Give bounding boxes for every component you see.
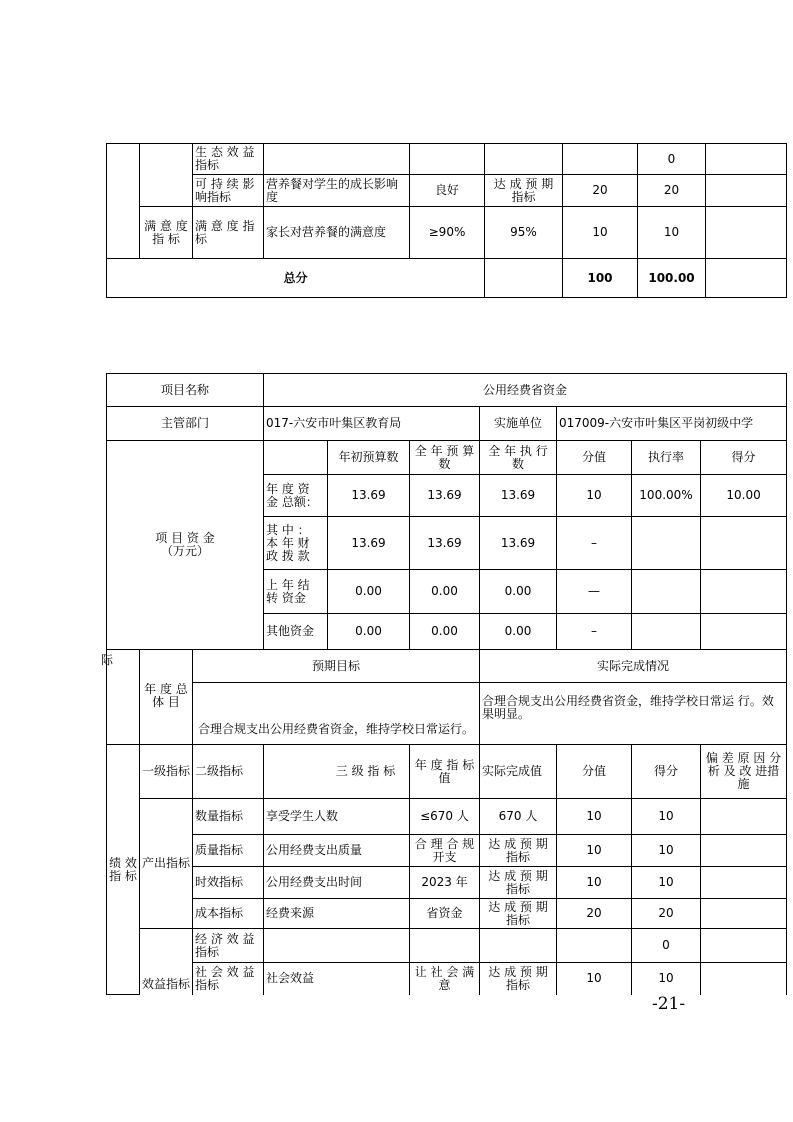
actual-label: 实际完成情况 bbox=[480, 650, 787, 683]
project-name: 公用经费省资金 bbox=[264, 374, 787, 407]
deviation-note bbox=[701, 867, 787, 899]
fund-v3: 13.69 bbox=[480, 517, 557, 570]
actual-value: 达 成 预 期 指标 bbox=[480, 963, 557, 995]
blank-cell bbox=[140, 144, 193, 207]
goal-side-cell bbox=[101, 650, 140, 745]
level1-indicator: 满 意 度 指 标 bbox=[140, 207, 193, 259]
got-value: 10 bbox=[632, 963, 701, 995]
expected-text: 合理合规支出公用经费省资金，维持学校日常运行。 bbox=[193, 683, 480, 745]
ind-header: 得分 bbox=[632, 745, 701, 799]
fund-v2: 0.00 bbox=[410, 614, 480, 650]
fund-row-label: 其他资金 bbox=[264, 614, 328, 650]
indicator-row bbox=[107, 835, 787, 867]
fund-score: – bbox=[557, 517, 632, 570]
target-value: 省资金 bbox=[410, 899, 480, 929]
got-value: 10 bbox=[632, 835, 701, 867]
total-row bbox=[107, 259, 787, 298]
goal-content-row bbox=[107, 683, 787, 745]
actual-value: 达 成 预 期 指标 bbox=[480, 899, 557, 929]
blank-cell bbox=[264, 441, 328, 475]
table-row bbox=[107, 207, 787, 259]
ind-header: 二级指标 bbox=[193, 745, 264, 799]
deviation-note bbox=[701, 929, 787, 963]
total-got: 100.00 bbox=[638, 259, 706, 298]
goal-header-row bbox=[107, 650, 787, 683]
target-value bbox=[410, 929, 480, 963]
impl-label: 实施单位 bbox=[480, 407, 557, 441]
indicator-row bbox=[107, 899, 787, 929]
level3-indicator: 家长对营养餐的满意度 bbox=[264, 207, 410, 259]
score-value bbox=[563, 144, 638, 175]
level3-indicator bbox=[264, 144, 410, 175]
level2-indicator: 可 持 续 影 响指标 bbox=[193, 175, 264, 207]
fund-got bbox=[701, 517, 787, 570]
score-value: 10 bbox=[563, 207, 638, 259]
fund-score: 10 bbox=[557, 475, 632, 517]
got-value: 20 bbox=[638, 175, 706, 207]
benefit-label: 效益指标 bbox=[140, 929, 193, 995]
table-row bbox=[107, 144, 787, 175]
fund-score: – bbox=[557, 614, 632, 650]
project-funds-table bbox=[101, 373, 787, 995]
level3-indicator: 公用经费支出质量 bbox=[264, 835, 410, 867]
level2-indicator: 时效指标 bbox=[193, 867, 264, 899]
deviation-note bbox=[701, 963, 787, 995]
fund-v3: 13.69 bbox=[480, 475, 557, 517]
score-value: 20 bbox=[563, 175, 638, 207]
total-label: 总分 bbox=[107, 259, 485, 298]
got-value: 0 bbox=[632, 929, 701, 963]
expected-label: 预期目标 bbox=[193, 650, 480, 683]
got-value: 20 bbox=[632, 899, 701, 929]
goal-label: 年 度 总 体 目 bbox=[140, 683, 193, 745]
fund-row-label: 上 年 结 转 资金 bbox=[264, 570, 328, 614]
fund-header: 全 年 预 算 数 bbox=[410, 441, 480, 475]
level3-indicator: 公用经费支出时间 bbox=[264, 867, 410, 899]
level3-indicator: 营养餐对学生的成长影响度 bbox=[264, 175, 410, 207]
table-row bbox=[107, 175, 787, 207]
impl-value: 017009-六安市叶集区平岗初级中学 bbox=[557, 407, 787, 441]
fund-rate: 100.00% bbox=[632, 475, 701, 517]
score-value: 10 bbox=[557, 835, 632, 867]
target-value bbox=[410, 144, 485, 175]
ind-header: 实际完成值 bbox=[480, 745, 557, 799]
fund-v1: 13.69 bbox=[328, 517, 410, 570]
project-name-label: 项目名称 bbox=[107, 374, 264, 407]
deviation-note bbox=[701, 835, 787, 867]
fund-score: — bbox=[557, 570, 632, 614]
actual-value bbox=[480, 929, 557, 963]
fund-v1: 0.00 bbox=[328, 614, 410, 650]
fund-header: 全 年 执 行 数 bbox=[480, 441, 557, 475]
fund-row-label: 其 中 ： 本 年 财 政 拨 款 bbox=[264, 517, 328, 570]
level3-indicator: 享受学生人数 bbox=[264, 799, 410, 835]
score-value: 10 bbox=[557, 799, 632, 835]
fund-rate bbox=[632, 614, 701, 650]
fund-got bbox=[701, 614, 787, 650]
indicator-row bbox=[107, 867, 787, 899]
fund-header: 得分 bbox=[701, 441, 787, 475]
score-value: 10 bbox=[557, 963, 632, 995]
fund-label: 项 目 资 金 （万元） bbox=[107, 441, 264, 650]
ind-header: 年 度 指 标 值 bbox=[410, 745, 480, 799]
fund-got: 10.00 bbox=[701, 475, 787, 517]
score-value: 20 bbox=[557, 899, 632, 929]
page-number: -21- bbox=[652, 994, 686, 1014]
ind-header: 分值 bbox=[557, 745, 632, 799]
score-value bbox=[557, 929, 632, 963]
fund-got bbox=[701, 570, 787, 614]
actual-value: 95% bbox=[485, 207, 563, 259]
project-name-row bbox=[107, 374, 787, 407]
dept-label: 主管部门 bbox=[107, 407, 264, 441]
actual-value: 670 人 bbox=[480, 799, 557, 835]
deviation-note bbox=[706, 207, 787, 259]
actual-value: 达 成 预 期 指标 bbox=[480, 867, 557, 899]
fund-header: 年初预算数 bbox=[328, 441, 410, 475]
target-value: 2023 年 bbox=[410, 867, 480, 899]
output-label: 产出指标 bbox=[140, 799, 193, 929]
blank-cell bbox=[140, 650, 193, 683]
level3-indicator: 经费来源 bbox=[264, 899, 410, 929]
fund-v3: 0.00 bbox=[480, 614, 557, 650]
level2-indicator: 满 意 度 指 标 bbox=[193, 207, 264, 259]
actual-text: 合理合规支出公用经费省资金，维持学校日常运 行。效果明显。 bbox=[480, 683, 787, 745]
got-value: 10 bbox=[632, 799, 701, 835]
deviation-note bbox=[701, 899, 787, 929]
actual-value: 达 成 预 期 指标 bbox=[485, 175, 563, 207]
got-value: 10 bbox=[638, 207, 706, 259]
score-value: 10 bbox=[557, 867, 632, 899]
fund-v2: 13.69 bbox=[410, 475, 480, 517]
level2-indicator: 生 态 效 益 指标 bbox=[193, 144, 264, 175]
deviation-note bbox=[706, 175, 787, 207]
fund-rate bbox=[632, 517, 701, 570]
fund-row-label: 年 度 资 金 总额： bbox=[264, 475, 328, 517]
got-value: 0 bbox=[638, 144, 706, 175]
indicator-row bbox=[107, 963, 787, 995]
fund-rate bbox=[632, 570, 701, 614]
fund-header-row bbox=[107, 441, 787, 475]
target-value: 让 社 会 满 意 bbox=[410, 963, 480, 995]
blank-cell bbox=[485, 259, 563, 298]
blank-cell bbox=[706, 259, 787, 298]
level3-indicator: 社会效益 bbox=[264, 963, 410, 995]
fund-v2: 13.69 bbox=[410, 517, 480, 570]
deviation-note bbox=[706, 144, 787, 175]
fund-v1: 0.00 bbox=[328, 570, 410, 614]
level3-indicator bbox=[264, 929, 410, 963]
perf-label: 绩 效 指 标 bbox=[107, 745, 140, 995]
target-value: ≤670 人 bbox=[410, 799, 480, 835]
blank-cell bbox=[107, 144, 140, 259]
fund-v2: 0.00 bbox=[410, 570, 480, 614]
got-value: 10 bbox=[632, 867, 701, 899]
level2-indicator: 经 济 效 益 指标 bbox=[193, 929, 264, 963]
fund-header: 分值 bbox=[557, 441, 632, 475]
target-value: 合 理 合 规 开支 bbox=[410, 835, 480, 867]
department-row bbox=[107, 407, 787, 441]
deviation-note bbox=[701, 799, 787, 835]
indicator-header-row bbox=[107, 745, 787, 799]
actual-value bbox=[485, 144, 563, 175]
target-value: 良好 bbox=[410, 175, 485, 207]
fund-v3: 0.00 bbox=[480, 570, 557, 614]
ind-header: 偏 差 原 因 分 析 及 改 进措施 bbox=[701, 745, 787, 799]
performance-table-continued bbox=[106, 143, 787, 298]
fund-v1: 13.69 bbox=[328, 475, 410, 517]
indicator-row bbox=[107, 799, 787, 835]
ind-header: 一级指标 bbox=[140, 745, 193, 799]
goal-side-char: 际 bbox=[101, 653, 114, 667]
total-score: 100 bbox=[563, 259, 638, 298]
indicator-row bbox=[107, 929, 787, 963]
level2-indicator: 数量指标 bbox=[193, 799, 264, 835]
ind-header: 三 级 指 标 bbox=[264, 745, 410, 799]
fund-header: 执行率 bbox=[632, 441, 701, 475]
dept-value: 017-六安市叶集区教育局 bbox=[264, 407, 480, 441]
level2-indicator: 质量指标 bbox=[193, 835, 264, 867]
actual-value: 达 成 预 期 指标 bbox=[480, 835, 557, 867]
target-value: ≥90% bbox=[410, 207, 485, 259]
level2-indicator: 社 会 效 益 指标 bbox=[193, 963, 264, 995]
level2-indicator: 成本指标 bbox=[193, 899, 264, 929]
